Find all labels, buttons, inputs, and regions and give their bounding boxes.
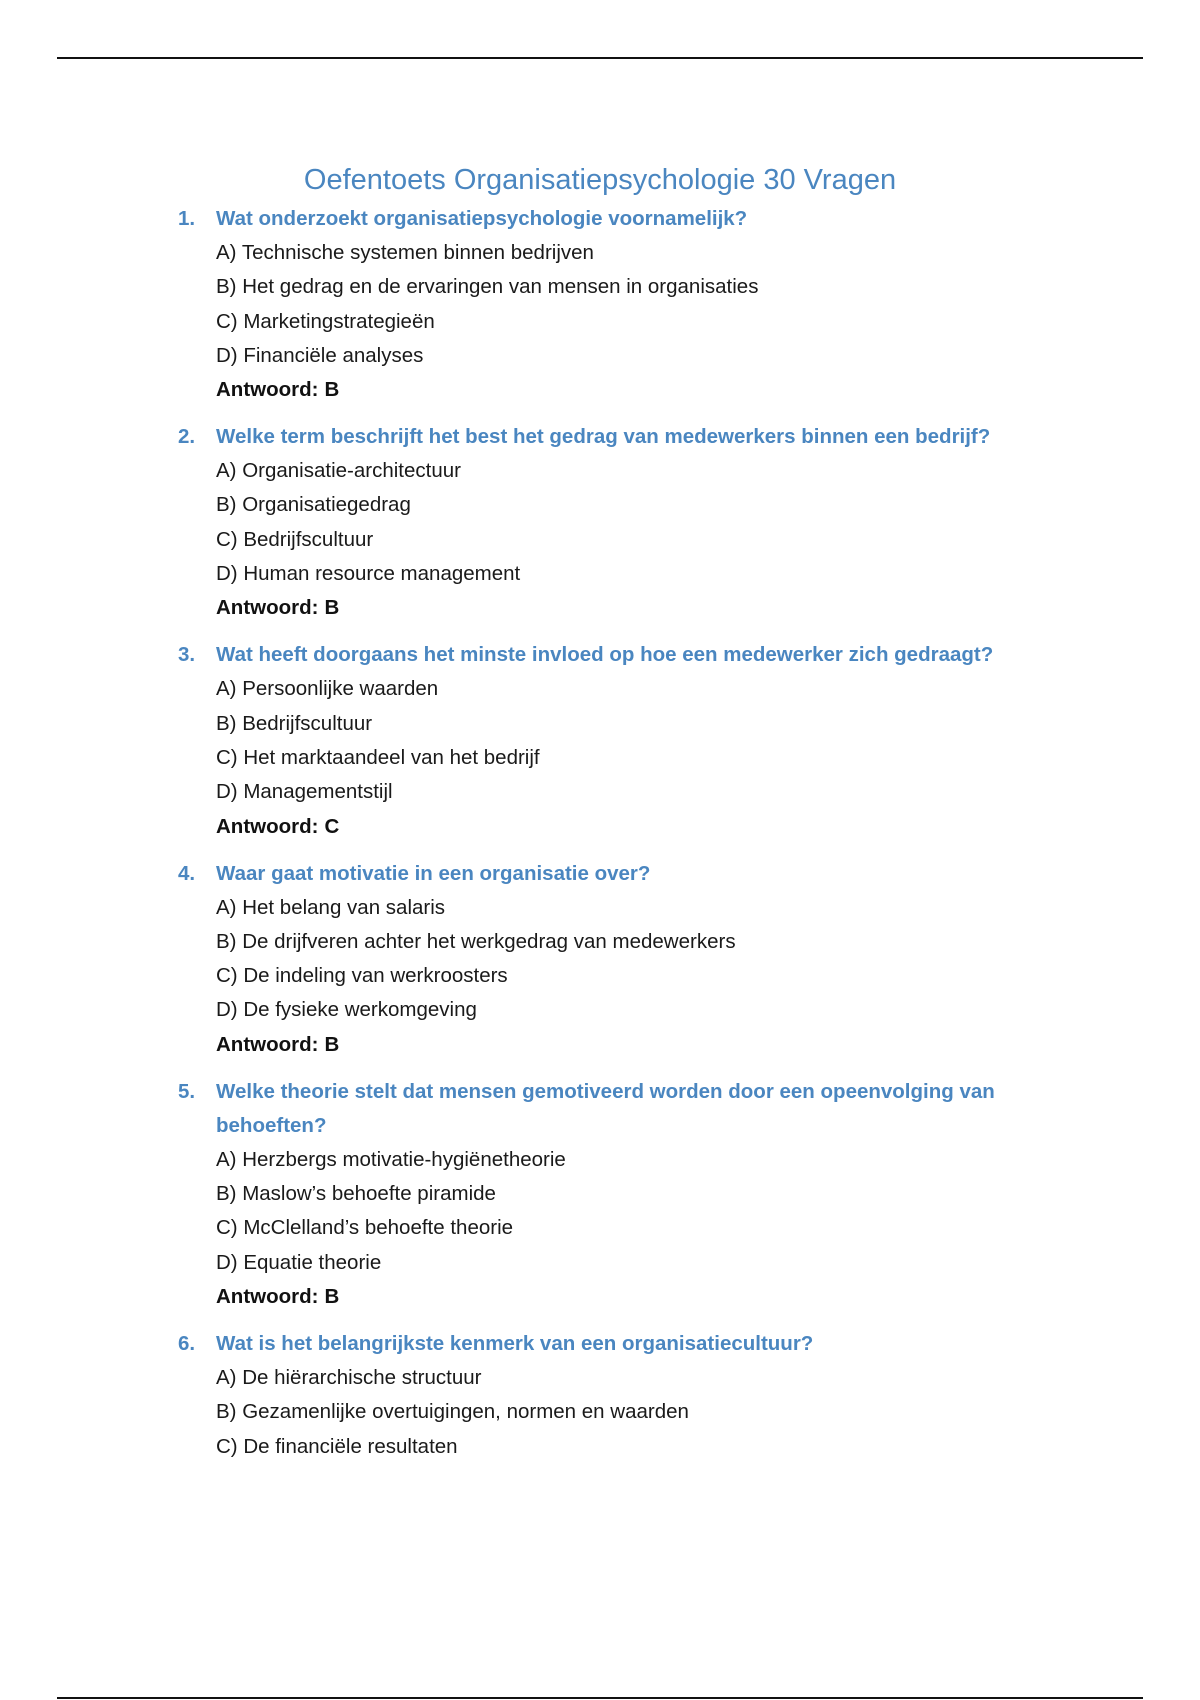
option-list <box>216 1143 1200 1280</box>
option-a: A) De hiërarchische structuur <box>216 1365 482 1389</box>
answer-label: Antwoord: <box>216 814 319 838</box>
question-number: 2. <box>178 425 196 449</box>
question-number: 5. <box>178 1079 196 1103</box>
footer-rule <box>57 1697 1143 1699</box>
question-text: Welke term beschrijft het best het gedrag van medewerkers binnen een bedrijf? <box>216 425 991 449</box>
question-item <box>0 1075 1200 1314</box>
option-list <box>216 236 1200 373</box>
option-d: D) Managementstijl <box>216 780 393 804</box>
option-a: A) Technische systemen binnen bedrijven <box>216 241 594 264</box>
option-c: C) De financiële resultaten <box>216 1434 458 1458</box>
question-text: Waar gaat motivatie in een organisatie over? <box>216 861 651 885</box>
option-list <box>216 454 1200 591</box>
option-list <box>216 1361 1200 1464</box>
answer-line <box>216 591 1200 625</box>
answer-value: B <box>324 378 340 402</box>
question-text: Wat heeft doorgaans het minste invloed op hoe een medewerker zich gedraagt? <box>216 643 994 667</box>
option-b: B) Organisatiegedrag <box>216 493 411 517</box>
header-rule <box>57 57 1143 59</box>
answer-value: B <box>324 596 340 620</box>
option-list <box>216 672 1200 809</box>
option-d: D) De fysieke werkomgeving <box>216 998 477 1022</box>
question-number: 4. <box>178 861 196 885</box>
option-c: C) Het marktaandeel van het bedrijf <box>216 745 540 769</box>
option-d: D) Equatie theorie <box>216 1250 382 1274</box>
question-item <box>0 202 1200 407</box>
option-a: A) Het belang van salaris <box>216 895 446 919</box>
answer-label: Antwoord: <box>216 1284 319 1308</box>
option-b: B) De drijfveren achter het werkgedrag van medewerkers <box>216 929 736 953</box>
answer-line <box>216 373 1200 407</box>
option-c: C) McClelland’s behoefte theorie <box>216 1216 514 1240</box>
question-item <box>0 420 1200 625</box>
option-c: C) De indeling van werkroosters <box>216 964 508 988</box>
option-c: C) Bedrijfscultuur <box>216 527 374 551</box>
option-b: B) Het gedrag en de ervaringen van mensen in organisaties <box>216 275 759 299</box>
option-a: A) Herzbergs motivatie-hygiënetheorie <box>216 1147 566 1171</box>
question-number: 3. <box>178 643 196 667</box>
question-text: Wat is het belangrijkste kenmerk van een organisatiecultuur? <box>216 1331 814 1355</box>
question-text: Wat onderzoekt organisatiepsychologie voornamelijk? <box>216 207 748 230</box>
question-number: 6. <box>178 1331 196 1355</box>
question-item <box>0 857 1200 1062</box>
answer-value: B <box>324 1284 340 1308</box>
question-number: 1. <box>178 207 196 230</box>
document-title: Oefentoets Organisatiepsychologie 30 Vragen <box>303 164 897 197</box>
question-list <box>0 202 1200 1477</box>
answer-label: Antwoord: <box>216 1032 319 1056</box>
answer-line <box>216 810 1200 844</box>
answer-label: Antwoord: <box>216 378 319 402</box>
option-d: D) Human resource management <box>216 562 521 586</box>
answer-line <box>216 1280 1200 1314</box>
option-a: A) Persoonlijke waarden <box>216 677 439 701</box>
question-item <box>0 1327 1200 1464</box>
answer-label: Antwoord: <box>216 596 319 620</box>
option-b: B) Maslow’s behoefte piramide <box>216 1182 496 1206</box>
option-d: D) Financiële analyses <box>216 343 424 367</box>
question-text: Welke theorie stelt dat mensen gemotiveerd worden door een opeenvolging van behoeften? <box>216 1079 995 1137</box>
option-c: C) Marketingstrategieën <box>216 309 435 333</box>
answer-value: C <box>324 814 340 838</box>
answer-value: B <box>324 1032 340 1056</box>
option-a: A) Organisatie-architectuur <box>216 459 461 483</box>
option-b: B) Bedrijfscultuur <box>216 711 373 735</box>
option-b: B) Gezamenlijke overtuigingen, normen en waarden <box>216 1400 689 1424</box>
answer-line <box>216 1028 1200 1062</box>
option-list <box>216 891 1200 1028</box>
question-item <box>0 638 1200 843</box>
